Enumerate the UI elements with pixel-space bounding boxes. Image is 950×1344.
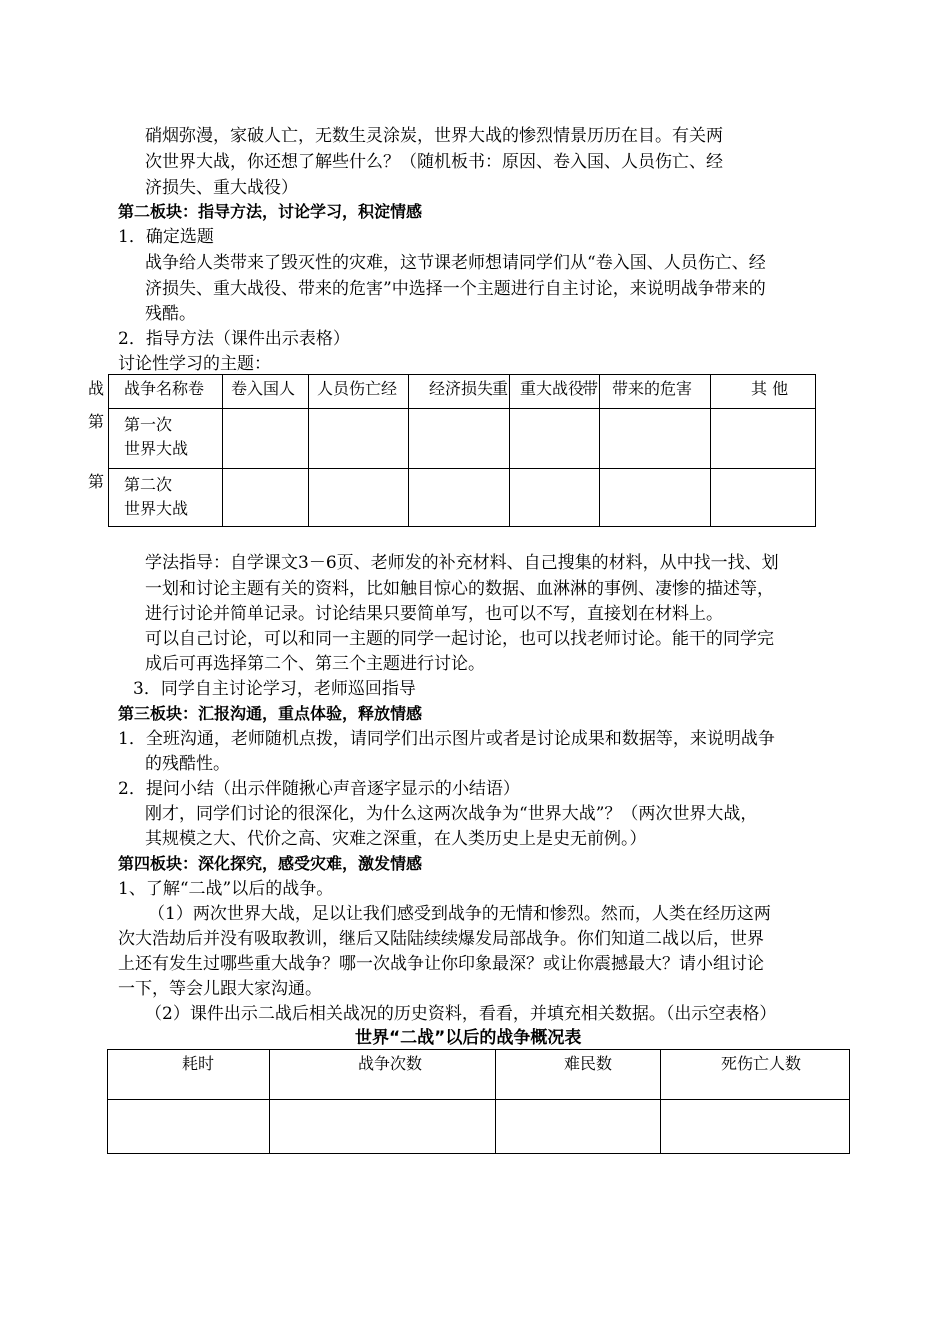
table-cell [109, 409, 223, 469]
table-cell[interactable] [600, 409, 711, 469]
table-header: 带来的危害 [600, 375, 711, 409]
table-header: 战争次数 [270, 1050, 496, 1100]
text-line: 的残酷性。 [145, 754, 230, 774]
table-header: 战争名称卷 [109, 375, 223, 409]
table-cell [109, 469, 223, 527]
discussion-topic-table [108, 374, 816, 527]
table-header: 其 他 [711, 375, 816, 409]
table-title: 世界“二战”以后的战争概况表 [355, 1028, 582, 1048]
list-item: 2．提问小结（出示伴随揪心声音逐字显示的小结语） [118, 779, 520, 799]
table-cell[interactable] [223, 469, 309, 527]
table-cell[interactable] [510, 409, 600, 469]
text-line: 一下，等会儿跟大家沟通。 [118, 979, 322, 999]
text-line: 次世界大战，你还想了解些什么？（随机板书：原因、卷入国、人员伤亡、经 [145, 152, 723, 172]
table-header: 死伤亡人数 [661, 1050, 850, 1100]
text-line: 刚才，同学们讨论的很深化，为什么这两次战争为“世界大战”？（两次世界大战， [145, 804, 758, 824]
text-line: 进行讨论并简单记录。讨论结果只要简单写，也可以不写，直接划在材料上。 [145, 604, 723, 624]
table-cell[interactable] [711, 409, 816, 469]
text-line: 济损失、重大战役、带来的危害”中选择一个主题进行自主讨论，来说明战争带来的 [145, 279, 766, 299]
header-overflow-glyph: 重 [492, 379, 509, 398]
table-cell[interactable] [496, 1100, 661, 1154]
table-cell[interactable] [510, 469, 600, 527]
text-line: 战争给人类带来了毁灭性的灾难，这节课老师想请同学们从“卷入国、人员伤亡、经 [145, 253, 766, 273]
section-heading: 第四板块：深化探究，感受灾难，激发情感 [118, 854, 423, 873]
war-name-line: 世界大战 [124, 499, 189, 518]
table-cell[interactable] [661, 1100, 850, 1154]
table-header: 人员伤亡经 [309, 375, 409, 409]
table-cell[interactable] [108, 1100, 270, 1154]
table-header: 重大战役 [510, 375, 600, 409]
list-item: 1．全班沟通，老师随机点拨，请同学们出示图片或者是讨论成果和数据等，来说明战争 [118, 729, 775, 749]
row-stub: 第 [88, 472, 105, 491]
text-line: 硝烟弥漫，家破人亡，无数生灵涂炭，世界大战的惨烈情景历历在目。有关两 [145, 126, 723, 146]
war-name-line: 第二次 [124, 475, 173, 494]
table-header-row [109, 375, 816, 409]
table-header: 卷入国人 [223, 375, 309, 409]
section-heading: 第二板块：指导方法，讨论学习，积淀情感 [118, 202, 423, 221]
table-cell[interactable] [309, 409, 409, 469]
postwar-overview-table [107, 1049, 850, 1154]
table-cell[interactable] [600, 469, 711, 527]
table-cell[interactable] [409, 409, 510, 469]
table-cell[interactable] [270, 1100, 496, 1154]
table-row [109, 469, 816, 527]
text-line: 次大浩劫后并没有吸取教训，继后又陆陆续续爆发局部战争。你们知道二战以后，世界 [118, 929, 764, 949]
war-name-line: 第一次 [124, 415, 173, 434]
list-item: 3．同学自主讨论学习，老师巡回指导 [133, 679, 416, 699]
text-line: 其规模之大、代价之高、灾难之深重，在人类历史上是史无前例。） [145, 829, 647, 849]
row-stub: 第 [88, 412, 105, 431]
table-header: 耗时 [108, 1050, 270, 1100]
table-header: 经济损失 [409, 375, 510, 409]
table-cell[interactable] [309, 469, 409, 527]
table-cell[interactable] [409, 469, 510, 527]
text-line: 残酷。 [145, 304, 196, 324]
section-heading: 第三板块：汇报沟通，重点体验，释放情感 [118, 704, 423, 723]
text-line: 学法指导：自学课文3－6页、老师发的补充材料、自己搜集的材料，从中找一找、划 [145, 553, 779, 573]
text-line: 一划和讨论主题有关的资料，比如触目惊心的数据、血淋淋的事例、凄惨的描述等， [145, 579, 774, 599]
text-line: （2）课件出示二战后相关战况的历史资料，看看，并填充相关数据。（出示空表格） [145, 1004, 777, 1024]
table-row [108, 1100, 850, 1154]
table-cell[interactable] [223, 409, 309, 469]
list-item: 2．指导方法（课件出示表格） [118, 329, 350, 349]
table-header: 难民数 [496, 1050, 661, 1100]
text-line: 济损失、重大战役） [145, 178, 298, 198]
text-line: （1）两次世界大战，足以让我们感受到战争的无情和惨烈。然而，人类在经历这两 [148, 904, 771, 924]
text-line: 上还有发生过哪些重大战争？哪一次战争让你印象最深？或让你震撼最大？请小组讨论 [118, 954, 764, 974]
text-line: 可以自己讨论，可以和同一主题的同学一起讨论，也可以找老师讨论。能干的同学完 [145, 629, 774, 649]
text-line: 成后可再选择第二个、第三个主题进行讨论。 [145, 654, 485, 674]
header-overflow-glyph: 带 [582, 379, 599, 398]
list-item: 1．确定选题 [118, 227, 214, 247]
table-row [109, 409, 816, 469]
table-caption: 讨论性学习的主题： [118, 354, 271, 374]
table-header-row [108, 1050, 850, 1100]
table-cell[interactable] [711, 469, 816, 527]
list-item: 1、了解“二战”以后的战争。 [118, 879, 334, 899]
row-stub: 战 [88, 379, 105, 398]
war-name-line: 世界大战 [124, 439, 189, 458]
